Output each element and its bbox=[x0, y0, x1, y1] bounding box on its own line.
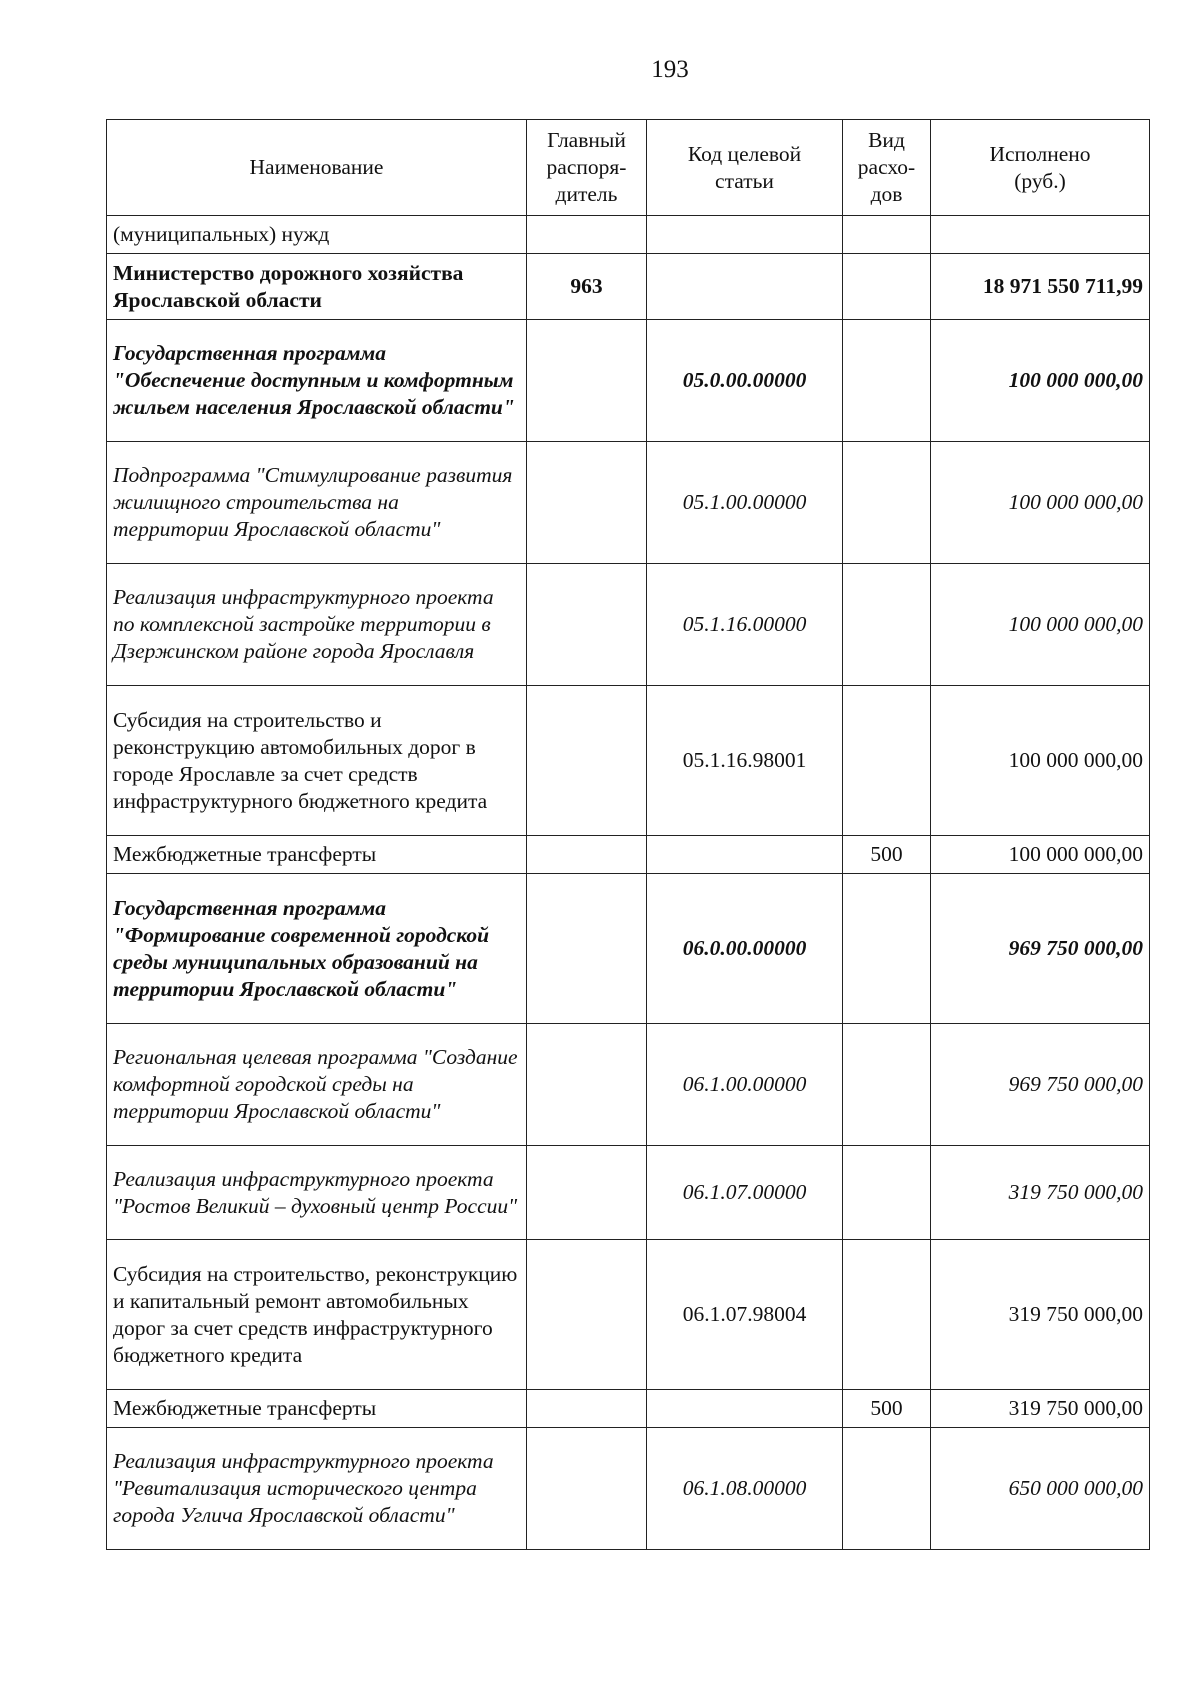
cell-code: 05.1.16.00000 bbox=[647, 564, 843, 686]
cell-type: 500 bbox=[843, 836, 931, 874]
cell-name: Государственная программа "Обеспечение доступным и комфортным жильем населения Ярославской области" bbox=[107, 320, 527, 442]
cell-code: 06.1.07.00000 bbox=[647, 1146, 843, 1240]
cell-manager bbox=[527, 216, 647, 254]
cell-type: 500 bbox=[843, 1390, 931, 1428]
table-row bbox=[107, 686, 1150, 836]
col-header-manager: Главный распоря-дитель bbox=[527, 120, 647, 216]
cell-type bbox=[843, 1146, 931, 1240]
cell-name: Подпрограмма "Стимулирование развития жилищного строительства на территории Ярославской области" bbox=[107, 442, 527, 564]
cell-code: 05.0.00.00000 bbox=[647, 320, 843, 442]
table-row bbox=[107, 874, 1150, 1024]
table-row bbox=[107, 1390, 1150, 1428]
col-header-name: Наименование bbox=[107, 120, 527, 216]
cell-executed: 100 000 000,00 bbox=[931, 442, 1150, 564]
cell-name: Региональная целевая программа "Создание комфортной городской среды на территории Ярославской области" bbox=[107, 1024, 527, 1146]
cell-executed bbox=[931, 216, 1150, 254]
cell-name: Реализация инфраструктурного проекта "Ростов Великий – духовный центр России" bbox=[107, 1146, 527, 1240]
cell-manager bbox=[527, 1428, 647, 1550]
cell-code bbox=[647, 216, 843, 254]
cell-manager bbox=[527, 1390, 647, 1428]
col-header-code: Код целевой статьи bbox=[647, 120, 843, 216]
table-row bbox=[107, 1146, 1150, 1240]
cell-manager bbox=[527, 836, 647, 874]
cell-manager bbox=[527, 442, 647, 564]
cell-executed: 650 000 000,00 bbox=[931, 1428, 1150, 1550]
cell-code bbox=[647, 1390, 843, 1428]
cell-manager bbox=[527, 564, 647, 686]
cell-code: 05.1.00.00000 bbox=[647, 442, 843, 564]
table-row bbox=[107, 254, 1150, 320]
table-row bbox=[107, 1024, 1150, 1146]
cell-executed: 100 000 000,00 bbox=[931, 686, 1150, 836]
cell-executed: 319 750 000,00 bbox=[931, 1390, 1150, 1428]
header-row bbox=[107, 120, 1150, 216]
cell-code: 06.0.00.00000 bbox=[647, 874, 843, 1024]
cell-type bbox=[843, 564, 931, 686]
cell-code: 05.1.16.98001 bbox=[647, 686, 843, 836]
cell-manager bbox=[527, 874, 647, 1024]
cell-type bbox=[843, 216, 931, 254]
cell-code bbox=[647, 254, 843, 320]
cell-manager bbox=[527, 1024, 647, 1146]
table-row bbox=[107, 836, 1150, 874]
cell-manager bbox=[527, 686, 647, 836]
cell-code: 06.1.07.98004 bbox=[647, 1240, 843, 1390]
col-header-executed: Исполнено (руб.) bbox=[931, 120, 1150, 216]
cell-manager bbox=[527, 1146, 647, 1240]
cell-name: Министерство дорожного хозяйства Ярославской области bbox=[107, 254, 527, 320]
cell-type bbox=[843, 874, 931, 1024]
cell-manager bbox=[527, 1240, 647, 1390]
cell-executed: 100 000 000,00 bbox=[931, 320, 1150, 442]
table-row bbox=[107, 1428, 1150, 1550]
cell-executed: 969 750 000,00 bbox=[931, 1024, 1150, 1146]
cell-type bbox=[843, 320, 931, 442]
cell-executed: 969 750 000,00 bbox=[931, 874, 1150, 1024]
budget-table bbox=[106, 119, 1150, 1550]
cell-executed: 319 750 000,00 bbox=[931, 1240, 1150, 1390]
cell-name: Реализация инфраструктурного проекта по комплексной застройке территории в Дзержинском районе города Ярославля bbox=[107, 564, 527, 686]
cell-type bbox=[843, 1024, 931, 1146]
table-row bbox=[107, 1240, 1150, 1390]
cell-code: 06.1.08.00000 bbox=[647, 1428, 843, 1550]
cell-name: Межбюджетные трансферты bbox=[107, 1390, 527, 1428]
cell-name: Субсидия на строительство, реконструкцию и капитальный ремонт автомобильных дорог за счет средств инфраструктурного бюджетного кредита bbox=[107, 1240, 527, 1390]
cell-name: Межбюджетные трансферты bbox=[107, 836, 527, 874]
cell-manager: 963 bbox=[527, 254, 647, 320]
cell-executed: 18 971 550 711,99 bbox=[931, 254, 1150, 320]
cell-code: 06.1.00.00000 bbox=[647, 1024, 843, 1146]
table-row bbox=[107, 216, 1150, 254]
page-number: 193 bbox=[651, 56, 689, 83]
col-header-type: Вид расхо-дов bbox=[843, 120, 931, 216]
table-row bbox=[107, 564, 1150, 686]
table-row bbox=[107, 320, 1150, 442]
cell-executed: 319 750 000,00 bbox=[931, 1146, 1150, 1240]
cell-type bbox=[843, 686, 931, 836]
cell-type bbox=[843, 1428, 931, 1550]
cell-type bbox=[843, 254, 931, 320]
cell-executed: 100 000 000,00 bbox=[931, 564, 1150, 686]
cell-name: Реализация инфраструктурного проекта "Ревитализация исторического центра города Углича Ярославской области" bbox=[107, 1428, 527, 1550]
table-row bbox=[107, 442, 1150, 564]
cell-type bbox=[843, 442, 931, 564]
cell-executed: 100 000 000,00 bbox=[931, 836, 1150, 874]
cell-name: Субсидия на строительство и реконструкцию автомобильных дорог в городе Ярославле за счет средств инфраструктурного бюджетного кредита bbox=[107, 686, 527, 836]
cell-manager bbox=[527, 320, 647, 442]
cell-name: (муниципальных) нужд bbox=[107, 216, 527, 254]
cell-code bbox=[647, 836, 843, 874]
cell-name: Государственная программа "Формирование современной городской среды муниципальных образований на территории Ярославской области" bbox=[107, 874, 527, 1024]
cell-type bbox=[843, 1240, 931, 1390]
